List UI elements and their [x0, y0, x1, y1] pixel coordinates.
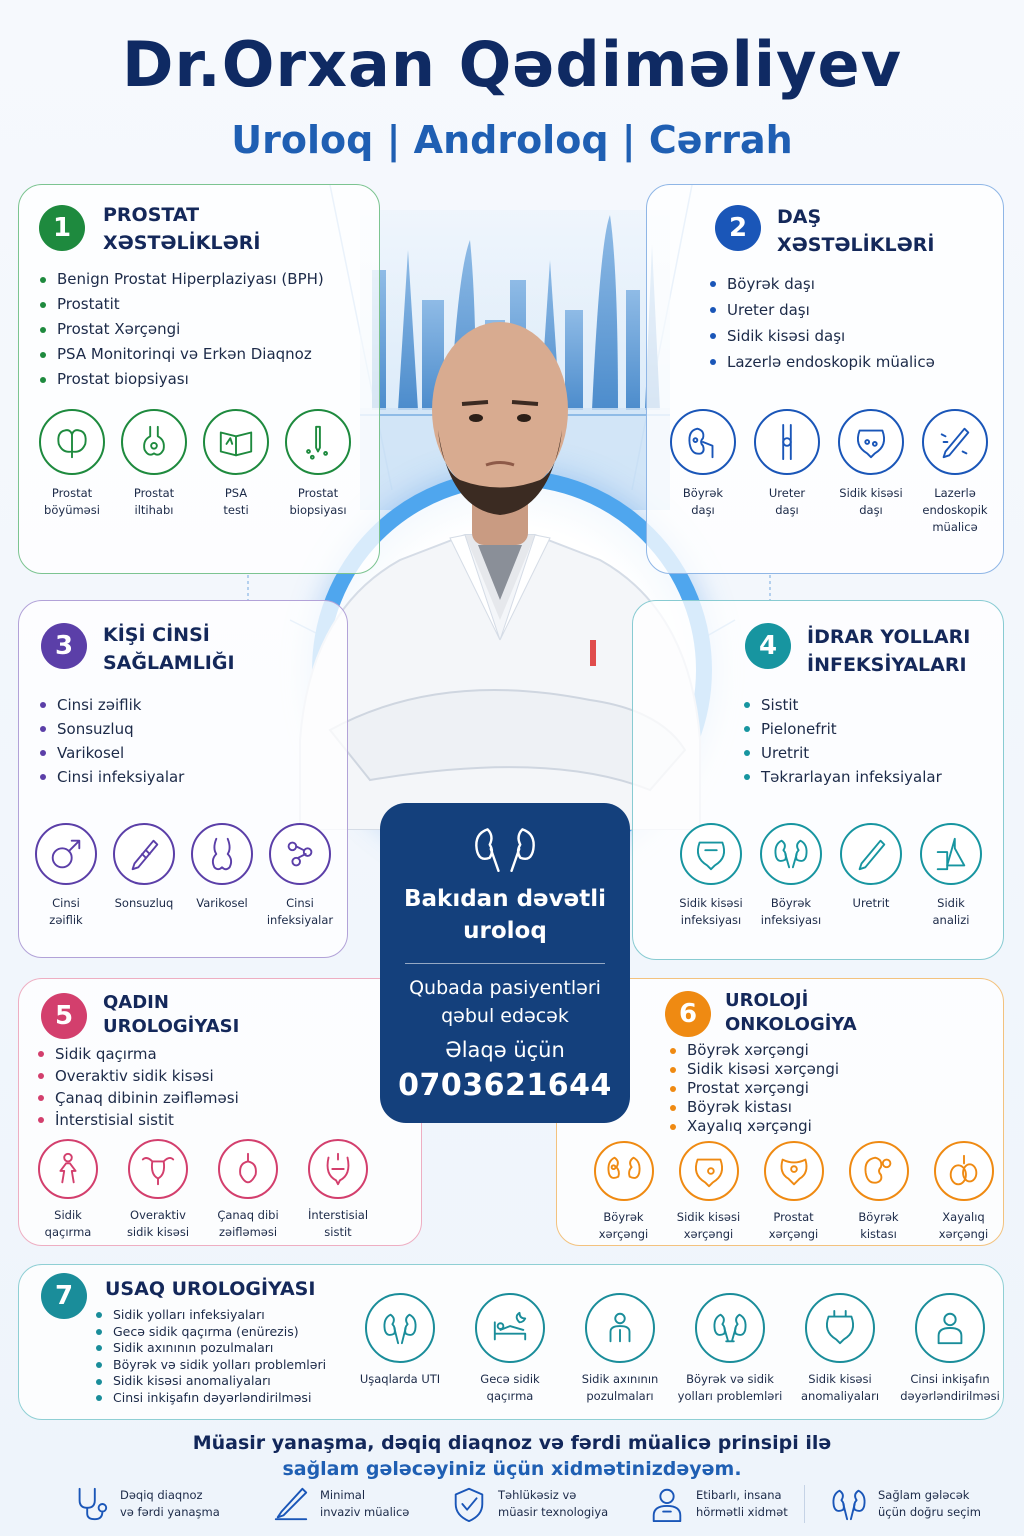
bladder-icon	[805, 1293, 875, 1363]
list-item: Gecə sidik qaçırma (enürezis)	[95, 1324, 326, 1341]
invited-urologist: Bakıdan dəvətli uroloq	[403, 886, 606, 944]
bladder-stone-icon	[838, 409, 904, 475]
section-female-urology	[18, 978, 422, 1246]
kidney-cancer-icon	[594, 1141, 654, 1201]
prostate-icon-card: Prostat böyüməsi	[31, 409, 113, 519]
motto-line-2: sağlam gələcəyiniz üçün xidmətinizdəyəm.	[282, 1458, 742, 1480]
condition-list	[39, 267, 324, 392]
pelvic-floor-icon-card: Çanaq dibi zəifləməsi	[203, 1139, 293, 1241]
child-person-icon-card: Cinsi inkişafın dəyərləndirilməsi	[895, 1293, 1005, 1405]
list-item: Ureter daşı	[709, 297, 935, 323]
kidney-cancer-icon-card: Böyrək xərçəngi	[581, 1141, 666, 1243]
kidney-cyst-icon	[849, 1141, 909, 1201]
list-item: Böyrək daşı	[709, 271, 935, 297]
feature-reliable-service: Etibarlı, insana hörmətli xidmət	[648, 1485, 788, 1523]
list-item: Prostat xərçəngi	[669, 1079, 839, 1098]
uterus-icon-card: Overaktiv sidik kisəsi	[113, 1139, 203, 1241]
list-item: PSA Monitorinqi və Erkən Diaqnoz	[39, 342, 324, 367]
feature-minimal-invasive: Minimal invaziv müalicə	[272, 1485, 409, 1523]
bladder-stone-icon-card: Sidik kisəsi daşı	[829, 409, 913, 536]
contact-label: Əlaqə üçün	[445, 1038, 565, 1062]
list-item: Sidik qaçırma	[37, 1043, 239, 1065]
inflammation-icon-card: Prostat iltihabı	[113, 409, 195, 519]
list-item: Böyrək kistası	[669, 1098, 839, 1117]
list-item: Prostat Xərçəngi	[39, 317, 324, 342]
list-item: İnterstisial sistit	[37, 1109, 239, 1131]
phone-number[interactable]: 0703621644	[398, 1068, 612, 1103]
feature-diagnosis: Dəqiq diaqnoz və fərdi yanaşma	[72, 1485, 220, 1523]
list-item: Xayalıq xərçəngi	[669, 1117, 839, 1136]
bed-moon-icon-card: Gecə sidik qaçırma	[455, 1293, 565, 1405]
list-item: Cinsi infeksiyalar	[39, 765, 184, 789]
scalpel-icon	[272, 1485, 310, 1523]
section-title: QADIN UROLOGİYASI	[103, 992, 240, 1037]
testicular-cancer-icon	[934, 1141, 994, 1201]
varicocele-icon-card: Varikosel	[183, 823, 261, 929]
varicocele-icon	[191, 823, 253, 885]
woman-icon	[38, 1139, 98, 1199]
list-item: Sistit	[743, 693, 942, 717]
contact-box	[380, 803, 630, 1123]
condition-list	[39, 693, 184, 789]
shield-check-icon	[450, 1485, 488, 1523]
bladder-cancer-icon-card: Sidik kisəsi xərçəngi	[666, 1141, 751, 1243]
kidneys-icon-card: Böyrək infeksiyası	[751, 823, 831, 929]
sperm-icon-card: Sonsuzluq	[105, 823, 183, 929]
list-item: Cinsi zəiflik	[39, 693, 184, 717]
condition-list	[743, 693, 942, 789]
section-stones	[646, 184, 1004, 574]
list-item: Sidik axınının pozulmaları	[95, 1340, 326, 1357]
male-symbol-icon-card: Cinsi zəiflik	[27, 823, 105, 929]
list-item: Sidik kisəsi xərçəngi	[669, 1060, 839, 1079]
list-item: Benign Prostat Hiperplaziyası (BPH)	[39, 267, 324, 292]
bed-moon-icon	[475, 1293, 545, 1363]
bladder-cancer-icon	[679, 1141, 739, 1201]
sperm-icon	[113, 823, 175, 885]
biopsy-needle-icon	[285, 409, 351, 475]
bladder-icon	[680, 823, 742, 885]
list-item: Sidik yolları infeksiyaları	[95, 1307, 326, 1324]
bladder-icon-card: Sidik kisəsi anomaliyaları	[785, 1293, 895, 1405]
list-item: Prostatit	[39, 292, 324, 317]
urine-analysis-icon	[920, 823, 982, 885]
section-title: UROLOJİ ONKOLOGİYA	[725, 990, 857, 1035]
child-icon	[585, 1293, 655, 1363]
kidney-icon-card: Uşaqlarda UTI	[345, 1293, 455, 1405]
list-item: Lazerlə endoskopik müalicə	[709, 349, 935, 375]
list-item: Pielonefrit	[743, 717, 942, 741]
section-pediatric-urology	[18, 1264, 1004, 1420]
section-number: 4	[745, 623, 791, 669]
ureter-icon-card: Ureter daşı	[745, 409, 829, 536]
condition-list	[95, 1307, 326, 1407]
biopsy-needle-icon-card: Prostat biopsiyası	[277, 409, 359, 519]
child-person-icon	[915, 1293, 985, 1363]
section-number: 2	[715, 205, 761, 251]
list-item: Overaktiv sidik kisəsi	[37, 1065, 239, 1087]
section-title: DAŞ XƏSTƏLİKLƏRİ	[777, 206, 935, 256]
list-item: Sidik kisəsi anomaliyaları	[95, 1373, 326, 1390]
list-item: Uretrit	[743, 741, 942, 765]
section-title: USAQ UROLOGİYASI	[105, 1278, 316, 1300]
list-item: Böyrək və sidik yolları problemləri	[95, 1357, 326, 1374]
stethoscope-icon	[72, 1485, 110, 1523]
testicular-cancer-icon-card: Xayalıq xərçəngi	[921, 1141, 1006, 1243]
section-uti	[632, 600, 1004, 960]
woman-icon-card: Sidik qaçırma	[23, 1139, 113, 1241]
patients-note: Qubada pasiyentləri qəbul edəcək	[409, 977, 601, 1027]
list-item: Prostat biopsiyası	[39, 367, 324, 392]
kidneys-icon	[760, 823, 822, 885]
laser-icon	[922, 409, 988, 475]
inflammation-icon	[121, 409, 187, 475]
list-item: Çanaq dibinin zəifləməsi	[37, 1087, 239, 1109]
list-item: Təkrarlayan infeksiyalar	[743, 765, 942, 789]
child-icon-card: Sidik axınının pozulmaları	[565, 1293, 675, 1405]
section-number: 6	[665, 991, 711, 1037]
ureter-icon	[754, 409, 820, 475]
kidney-stone-icon	[670, 409, 736, 475]
pelvic-floor-icon	[218, 1139, 278, 1199]
doctor-icon	[648, 1485, 686, 1523]
list-item: Böyrək xərçəngi	[669, 1041, 839, 1060]
specialties: Uroloq | Androloq | Cərrah	[231, 118, 793, 162]
bacteria-icon-card: Cinsi infeksiyalar	[261, 823, 339, 929]
prostate-cancer-icon	[764, 1141, 824, 1201]
section-title: İDRAR YOLLARI İNFEKSİYALARI	[807, 626, 971, 676]
urine-analysis-icon-card: Sidik analizi	[911, 823, 991, 929]
urethra-icon	[840, 823, 902, 885]
list-item: Varikosel	[39, 741, 184, 765]
kidney-cyst-icon-card: Böyrək kistası	[836, 1141, 921, 1243]
lab-test-icon	[203, 409, 269, 475]
list-item: Sidik kisəsi daşı	[709, 323, 935, 349]
section-title: PROSTAT XƏSTƏLİKLƏRİ	[103, 204, 261, 254]
kidneys-icon	[472, 825, 538, 873]
motto-line-1: Müasir yanaşma, dəqiq diaqnoz və fərdi müalicə prinsipi ilə	[192, 1432, 832, 1454]
section-number: 5	[41, 993, 87, 1039]
divider	[804, 1485, 805, 1523]
list-item: Sonsuzluq	[39, 717, 184, 741]
section-number: 3	[41, 623, 87, 669]
cystitis-icon-card: İnterstisial sistit	[293, 1139, 383, 1241]
kidneys-icon	[695, 1293, 765, 1363]
section-title: KİŞİ CİNSİ SAĞLAMLIĞI	[103, 624, 235, 674]
list-item: Cinsi inkişafın dəyərləndirilməsi	[95, 1390, 326, 1407]
section-number: 1	[39, 205, 85, 251]
condition-list	[669, 1041, 839, 1136]
section-number: 7	[41, 1273, 87, 1319]
condition-list	[709, 271, 935, 375]
divider	[405, 963, 605, 964]
kidneys-icon	[830, 1485, 868, 1523]
feature-healthy-future: Sağlam gələcək üçün doğru seçim	[830, 1485, 981, 1523]
feature-safe-technology: Təhlükəsiz və müasir texnologiya	[450, 1485, 608, 1523]
section-prostate	[18, 184, 380, 574]
kidneys-icon-card: Böyrək və sidik yolları problemləri	[675, 1293, 785, 1405]
kidney-icon	[365, 1293, 435, 1363]
urethra-icon-card: Uretrit	[831, 823, 911, 929]
laser-icon-card: Lazerlə endoskopik müalicə	[913, 409, 997, 536]
kidney-stone-icon-card: Böyrək daşı	[661, 409, 745, 536]
doctor-name: Dr.Orxan Qədiməliyev	[121, 28, 902, 101]
male-symbol-icon	[35, 823, 97, 885]
section-male-health	[18, 600, 348, 958]
lab-test-icon-card: PSA testi	[195, 409, 277, 519]
bacteria-icon	[269, 823, 331, 885]
prostate-icon	[39, 409, 105, 475]
condition-list	[37, 1043, 239, 1131]
uterus-icon	[128, 1139, 188, 1199]
cystitis-icon	[308, 1139, 368, 1199]
prostate-cancer-icon-card: Prostat xərçəngi	[751, 1141, 836, 1243]
bladder-icon-card: Sidik kisəsi infeksiyası	[671, 823, 751, 929]
